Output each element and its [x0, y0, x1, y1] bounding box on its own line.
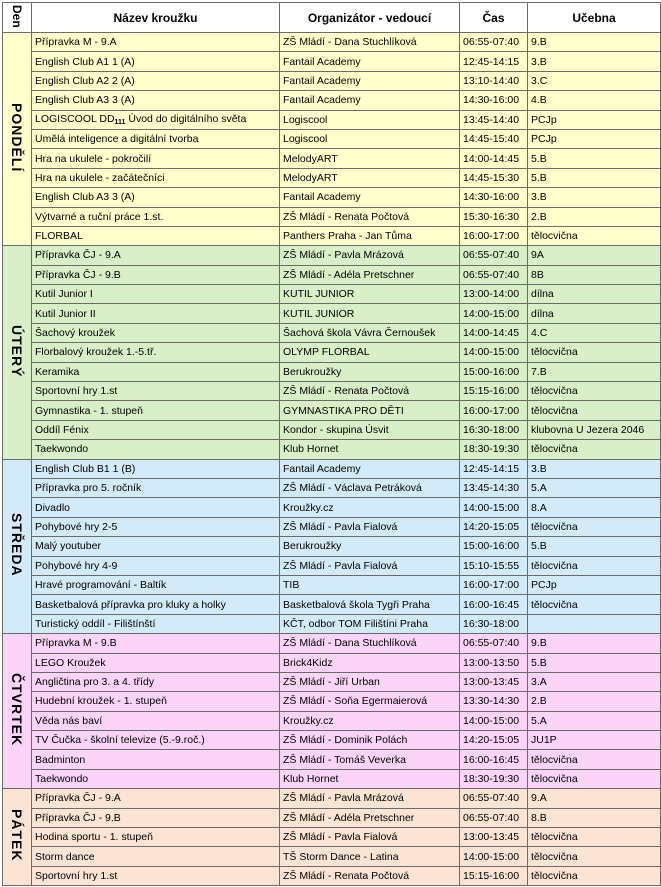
time-cell: 13:00-13:50	[460, 653, 528, 672]
activity-name: Taekwondo	[32, 769, 280, 788]
day-cell-wednesday	[3, 459, 32, 634]
organizer-cell: Šachová škola Vávra Černoušek	[280, 323, 460, 342]
table-row	[3, 323, 661, 342]
activity-name: Gymnastika - 1. stupeň	[32, 401, 280, 420]
organizer-cell: Panthers Praha - Jan Tůma	[280, 226, 460, 245]
room-cell: 5.B	[528, 653, 661, 672]
table-row	[3, 110, 661, 129]
activity-name: Věda nás baví	[32, 711, 280, 730]
activity-name: Přípravka pro 5. ročník	[32, 478, 280, 497]
room-cell: tělocvična	[528, 226, 661, 245]
table-row	[3, 828, 661, 847]
room-cell: 8.A	[528, 498, 661, 517]
time-cell: 13:10-14:40	[460, 71, 528, 90]
activity-name: Šachový kroužek	[32, 323, 280, 342]
activity-name: FLORBAL	[32, 226, 280, 245]
room-cell: tělocvična	[528, 847, 661, 866]
time-cell: 18:30-19:30	[460, 769, 528, 788]
table-row	[3, 478, 661, 497]
day-cell-thursday	[3, 634, 32, 789]
organizer-cell: ZŠ Mládí - Jiří Urban	[280, 672, 460, 691]
activity-name: Kutil Junior II	[32, 304, 280, 323]
activity-name: Hravé programování - Baltík	[32, 575, 280, 594]
organizer-cell: Fantail Academy	[280, 71, 460, 90]
activity-name: Taekwondo	[32, 440, 280, 459]
time-cell: 06:55-07:40	[460, 808, 528, 827]
table-row	[3, 537, 661, 556]
room-cell: 5.B	[528, 168, 661, 187]
room-cell: tělocvična	[528, 401, 661, 420]
time-cell: 16:00-17:00	[460, 226, 528, 245]
room-cell: 9.A	[528, 789, 661, 808]
organizer-cell: Basketbalová škola Tygři Praha	[280, 595, 460, 614]
organizer-cell: ZŠ Mládí - Dominik Polách	[280, 731, 460, 750]
room-cell: 2.B	[528, 692, 661, 711]
table-row	[3, 517, 661, 536]
organizer-cell: ZŠ Mládí - Pavla Fialová	[280, 828, 460, 847]
organizer-cell: Klub Hornet	[280, 769, 460, 788]
room-cell: JU1P	[528, 731, 661, 750]
activity-name: Hra na ukulele - začátečníci	[32, 168, 280, 187]
header-row	[3, 3, 661, 33]
room-cell: 3.C	[528, 71, 661, 90]
time-cell: 14:30-16:00	[460, 188, 528, 207]
table-row	[3, 129, 661, 148]
activity-name: Pohybové hry 2-5	[32, 517, 280, 536]
day-label: ČTVRTEK	[9, 673, 25, 747]
day-label: ÚTERÝ	[9, 324, 25, 378]
time-cell: 14:00-15:00	[460, 304, 528, 323]
activity-name: English Club B1 1 (B)	[32, 459, 280, 478]
time-cell: 14:20-15:05	[460, 731, 528, 750]
time-cell: 06:55-07:40	[460, 33, 528, 52]
activity-name: Přípravka M - 9.B	[32, 634, 280, 653]
organizer-cell: MelodyART	[280, 168, 460, 187]
table-header	[3, 3, 661, 33]
activity-name: Přípravka ČJ - 9.B	[32, 808, 280, 827]
organizer-cell: MelodyART	[280, 149, 460, 168]
organizer-cell: ZŠ Mládí - Adéla Pretschner	[280, 265, 460, 284]
organizer-cell: KUTIL JUNIOR	[280, 304, 460, 323]
room-cell: 3.B	[528, 459, 661, 478]
time-cell: 12:45-14:15	[460, 459, 528, 478]
table-row	[3, 304, 661, 323]
room-cell: 8B	[528, 265, 661, 284]
table-row	[3, 459, 661, 478]
activity-name: Přípravka ČJ - 9.B	[32, 265, 280, 284]
time-cell: 06:55-07:40	[460, 265, 528, 284]
activity-name: Výtvarné a ruční práce 1.st.	[32, 207, 280, 226]
organizer-cell: Brick4Kidz	[280, 653, 460, 672]
time-cell: 06:55-07:40	[460, 246, 528, 265]
room-cell: tělocvična	[528, 556, 661, 575]
activity-name: Sportovní hry 1.st	[32, 382, 280, 401]
room-cell: tělocvična	[528, 828, 661, 847]
time-cell: 15:15-16:00	[460, 382, 528, 401]
table-row	[3, 847, 661, 866]
room-cell: 3.B	[528, 52, 661, 71]
activity-name: LEGO Kroužek	[32, 653, 280, 672]
table-row	[3, 866, 661, 885]
room-cell: 9.B	[528, 634, 661, 653]
organizer-cell: Klub Hornet	[280, 440, 460, 459]
room-cell: 4.B	[528, 91, 661, 110]
organizer-cell: Fantail Academy	[280, 459, 460, 478]
table-row	[3, 362, 661, 381]
table-row	[3, 556, 661, 575]
organizer-cell: ZŠ Mládí - Adéla Pretschner	[280, 808, 460, 827]
time-cell: 13:30-14:30	[460, 692, 528, 711]
room-cell: tělocvična	[528, 440, 661, 459]
organizer-cell: ZŠ Mládí - Soňa Egermaierová	[280, 692, 460, 711]
room-cell: 9.B	[528, 33, 661, 52]
table-row	[3, 653, 661, 672]
organizer-cell: TŠ Storm Dance - Latina	[280, 847, 460, 866]
activity-name: Hra na ukulele - pokročilí	[32, 149, 280, 168]
room-cell: tělocvična	[528, 382, 661, 401]
table-row	[3, 168, 661, 187]
room-cell: 5.A	[528, 478, 661, 497]
activity-name: Turistický oddíl - Filištínští	[32, 614, 280, 633]
table-row	[3, 33, 661, 52]
time-cell: 14:00-14:45	[460, 149, 528, 168]
room-cell: PCJp	[528, 110, 661, 129]
time-cell: 16:00-16:45	[460, 595, 528, 614]
activity-name: Přípravka ČJ - 9.A	[32, 246, 280, 265]
time-cell: 16:00-17:00	[460, 575, 528, 594]
organizer-cell: ZŠ Mládí - Pavla Mrázová	[280, 246, 460, 265]
organizer-cell: ZŠ Mládí - Dana Stuchlíková	[280, 634, 460, 653]
room-cell: 5.B	[528, 537, 661, 556]
organizer-cell: ZŠ Mládí - Renata Počtová	[280, 866, 460, 885]
room-cell: dílna	[528, 304, 661, 323]
organizer-cell: ZŠ Mládí - Renata Počtová	[280, 207, 460, 226]
time-cell: 15:00-16:00	[460, 362, 528, 381]
activity-name: Pohybové hry 4-9	[32, 556, 280, 575]
organizer-cell: Berukroužky	[280, 537, 460, 556]
room-cell: 4.C	[528, 323, 661, 342]
organizer-cell: Fantail Academy	[280, 91, 460, 110]
room-cell: klubovna U Jezera 2046	[528, 420, 661, 439]
time-cell: 15:00-16:00	[460, 537, 528, 556]
activity-name: Umělá inteligence a digitální tvorba	[32, 129, 280, 148]
room-cell: 3.B	[528, 188, 661, 207]
table-row	[3, 672, 661, 691]
table-row	[3, 343, 661, 362]
table-row	[3, 731, 661, 750]
schedule-table	[2, 2, 661, 886]
time-cell: 16:30-18:00	[460, 420, 528, 439]
time-cell: 14:00-15:00	[460, 847, 528, 866]
table-row	[3, 188, 661, 207]
activity-name: TV Čučka - školní televize (5.-9.roč.)	[32, 731, 280, 750]
activity-name: English Club A3 3 (A)	[32, 91, 280, 110]
activity-name: English Club A3 3 (A)	[32, 188, 280, 207]
room-cell: PCJp	[528, 575, 661, 594]
time-cell: 14:20-15:05	[460, 517, 528, 536]
room-cell: tělocvična	[528, 750, 661, 769]
table-row	[3, 789, 661, 808]
time-cell: 14:00-15:00	[460, 498, 528, 517]
table-row	[3, 265, 661, 284]
table-row	[3, 498, 661, 517]
table-row	[3, 711, 661, 730]
day-label: PÁTEK	[9, 809, 25, 862]
table-row	[3, 575, 661, 594]
organizer-cell: ZŠ Mládí - Dana Stuchlíková	[280, 33, 460, 52]
time-cell: 15:15-16:00	[460, 866, 528, 885]
time-cell: 14:30-16:00	[460, 91, 528, 110]
room-cell: tělocvična	[528, 343, 661, 362]
room-cell: PCJp	[528, 129, 661, 148]
table-row	[3, 246, 661, 265]
table-body	[3, 33, 661, 886]
header-day	[3, 3, 32, 33]
time-cell: 13:00-14:00	[460, 285, 528, 304]
time-cell: 15:10-15:55	[460, 556, 528, 575]
table-row	[3, 692, 661, 711]
activity-name: Hodina sportu - 1. stupeň	[32, 828, 280, 847]
activity-name: English Club A1 1 (A)	[32, 52, 280, 71]
organizer-cell: Logiscool	[280, 129, 460, 148]
time-cell: 14:00-15:00	[460, 343, 528, 362]
room-cell: tělocvična	[528, 595, 661, 614]
activity-name: Storm dance	[32, 847, 280, 866]
time-cell: 16:30-18:00	[460, 614, 528, 633]
time-cell: 18:30-19:30	[460, 440, 528, 459]
organizer-cell: ZŠ Mládí - Pavla Mrázová	[280, 789, 460, 808]
day-label: STŘEDA	[9, 513, 25, 577]
time-cell: 14:00-15:00	[460, 711, 528, 730]
room-cell: 8.B	[528, 808, 661, 827]
header-name: Název kroužku	[32, 3, 280, 33]
table-row	[3, 226, 661, 245]
organizer-cell: TIB	[280, 575, 460, 594]
time-cell: 12:45-14:15	[460, 52, 528, 71]
activity-name: Divadlo	[32, 498, 280, 517]
table-row	[3, 401, 661, 420]
activity-name: Kutil Junior I	[32, 285, 280, 304]
organizer-cell: Kroužky.cz	[280, 711, 460, 730]
activity-name: Badminton	[32, 750, 280, 769]
day-cell-friday	[3, 789, 32, 886]
organizer-cell: GYMNASTIKA PRO DĚTI	[280, 401, 460, 420]
table-row	[3, 440, 661, 459]
room-cell: tělocvična	[528, 517, 661, 536]
table-row	[3, 71, 661, 90]
organizer-cell: Logiscool	[280, 110, 460, 129]
time-cell: 16:00-17:00	[460, 401, 528, 420]
organizer-cell: KČT, odbor TOM Filištíni Praha	[280, 614, 460, 633]
header-organizer: Organizátor - vedoucí	[280, 3, 460, 33]
organizer-cell: Kondor - skupina Úsvit	[280, 420, 460, 439]
table-row	[3, 420, 661, 439]
organizer-cell: Kroužky.cz	[280, 498, 460, 517]
activity-name: Hudební kroužek - 1. stupeň	[32, 692, 280, 711]
table-row	[3, 750, 661, 769]
table-row	[3, 149, 661, 168]
day-cell-monday	[3, 33, 32, 246]
activity-name: Basketbalová přípravka pro kluky a holky	[32, 595, 280, 614]
organizer-cell: ZŠ Mládí - Tomáš Veverka	[280, 750, 460, 769]
time-cell: 14:00-14:45	[460, 323, 528, 342]
table-row	[3, 207, 661, 226]
organizer-cell: Fantail Academy	[280, 52, 460, 71]
room-cell: 2.B	[528, 207, 661, 226]
time-cell: 13:45-14:40	[460, 110, 528, 129]
time-cell: 06:55-07:40	[460, 789, 528, 808]
organizer-cell: Berukroužky	[280, 362, 460, 381]
activity-name-rest: Úvod do digitálního světa	[125, 113, 247, 126]
table-row	[3, 808, 661, 827]
room-cell: 3.A	[528, 672, 661, 691]
activity-name: Keramika	[32, 362, 280, 381]
room-cell	[528, 614, 661, 633]
organizer-cell: ZŠ Mládí - Václava Petráková	[280, 478, 460, 497]
activity-name-main: LOGISCOOL DD	[35, 113, 115, 126]
time-cell: 13:45-14:30	[460, 478, 528, 497]
activity-name-subscript: 111	[114, 119, 126, 127]
table-row	[3, 91, 661, 110]
activity-name: Angličtina pro 3. a 4. třídy	[32, 672, 280, 691]
activity-name	[32, 110, 280, 129]
activity-name: Přípravka ČJ - 9.A	[32, 789, 280, 808]
organizer-cell: Fantail Academy	[280, 188, 460, 207]
activity-name: Malý youtuber	[32, 537, 280, 556]
activity-name: Sportovní hry 1.st	[32, 866, 280, 885]
activity-name: Oddíl Fénix	[32, 420, 280, 439]
room-cell: 9A	[528, 246, 661, 265]
table-row	[3, 769, 661, 788]
organizer-cell: ZŠ Mládí - Renata Počtová	[280, 382, 460, 401]
room-cell: tělocvična	[528, 769, 661, 788]
time-cell: 14:45-15:30	[460, 168, 528, 187]
day-label: PONDĚLÍ	[9, 103, 25, 173]
activity-name: Přípravka M - 9.A	[32, 33, 280, 52]
time-cell: 16:00-16:45	[460, 750, 528, 769]
organizer-cell: OLYMP FLORBAL	[280, 343, 460, 362]
table-row	[3, 285, 661, 304]
time-cell: 14:45-15:40	[460, 129, 528, 148]
day-cell-tuesday	[3, 246, 32, 459]
time-cell: 06:55-07:40	[460, 634, 528, 653]
table-row	[3, 595, 661, 614]
room-cell: 7.B	[528, 362, 661, 381]
table-row	[3, 614, 661, 633]
room-cell: tělocvična	[528, 866, 661, 885]
time-cell: 15:30-16:30	[460, 207, 528, 226]
organizer-cell: ZŠ Mládí - Pavla Fialová	[280, 517, 460, 536]
header-room: Učebna	[528, 3, 661, 33]
header-time: Čas	[460, 3, 528, 33]
header-day-label: Den	[10, 4, 24, 28]
activity-name: Florbalový kroužek 1.-5.tř.	[32, 343, 280, 362]
time-cell: 13:00-13:45	[460, 828, 528, 847]
room-cell: 5.B	[528, 149, 661, 168]
table-row	[3, 52, 661, 71]
organizer-cell: ZŠ Mládí - Pavla Fialová	[280, 556, 460, 575]
time-cell: 13:00-13:45	[460, 672, 528, 691]
table-row	[3, 634, 661, 653]
room-cell: dílna	[528, 285, 661, 304]
activity-name: English Club A2 2 (A)	[32, 71, 280, 90]
table-row	[3, 382, 661, 401]
organizer-cell: KUTIL JUNIOR	[280, 285, 460, 304]
room-cell: 5.A	[528, 711, 661, 730]
